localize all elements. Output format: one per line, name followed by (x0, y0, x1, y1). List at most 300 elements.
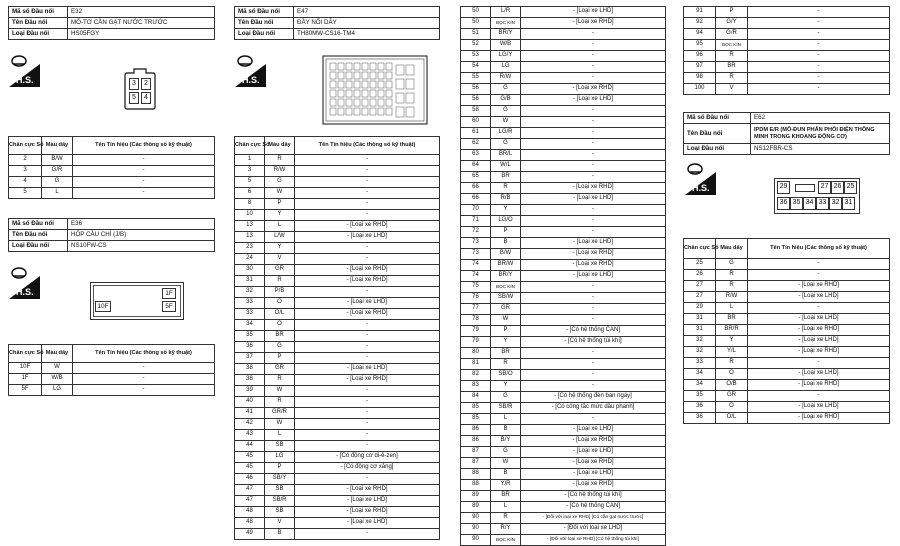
table-row (461, 293, 666, 304)
wire-color-cell: O (716, 369, 748, 380)
terminal-cell: 10F (9, 363, 42, 374)
wire-color-cell: O (265, 320, 295, 331)
signal-cell: - (521, 117, 666, 128)
table-row (235, 463, 440, 474)
terminal-cell: 90 (461, 513, 491, 524)
table-row (235, 243, 440, 254)
table-row (684, 314, 890, 325)
signal-cell: - (521, 293, 666, 304)
terminal-cell: 62 (461, 139, 491, 150)
wire-color-cell: R (265, 155, 295, 166)
label-conn-no: Mã số Đầu nối (9, 7, 68, 18)
wire-color-cell: W (265, 386, 295, 397)
e47-type: TH80MW-CS16-TM4 (294, 29, 440, 40)
terminal-cell: 33 (684, 358, 716, 369)
terminal-cell: 77 (461, 304, 491, 315)
signal-cell: - (521, 304, 666, 315)
wire-color-cell: BR/Y (491, 271, 521, 282)
wire-color-cell: SB/R (265, 496, 295, 507)
signal-cell: - (295, 254, 440, 265)
signal-cell: - [Có động cơ xăng] (295, 463, 440, 474)
e32-pin: 5 (129, 92, 139, 104)
signal-cell: - (521, 40, 666, 51)
signal-cell: - [Đối với loại xe LHD] (521, 524, 666, 535)
wire-color-cell: SB (265, 507, 295, 518)
terminal-cell: 47 (235, 485, 265, 496)
table-row (461, 337, 666, 348)
terminal-cell: 89 (461, 491, 491, 502)
signal-cell: - (521, 315, 666, 326)
signal-cell: - [Loại xe LHD] (748, 402, 890, 413)
header-terminal: Chân cực Số (235, 137, 265, 155)
table-row (461, 260, 666, 271)
wire-color-cell: G (42, 177, 73, 188)
table-row (461, 128, 666, 139)
signal-cell: - (295, 320, 440, 331)
signal-cell: - (521, 216, 666, 227)
terminal-cell: 66 (461, 183, 491, 194)
signal-cell: - [Loại xe RHD] (521, 183, 666, 194)
wire-color-cell: SB/R (491, 403, 521, 414)
terminal-cell: 73 (461, 249, 491, 260)
table-row (684, 29, 890, 40)
signal-cell: - [Loại xe RHD] (748, 281, 890, 292)
table-row (235, 364, 440, 375)
table-row (235, 232, 440, 243)
signal-cell: - [Loại xe RHD] (748, 325, 890, 336)
terminal-cell: 3 (9, 166, 42, 177)
table-row (235, 309, 440, 320)
table-row (461, 480, 666, 491)
terminal-cell: 82 (461, 370, 491, 381)
terminal-cell: 1 (235, 155, 265, 166)
wire-color-cell: LG/O (491, 216, 521, 227)
terminal-cell: 32 (684, 347, 716, 358)
signal-cell: - (295, 397, 440, 408)
wire-color-cell: L (491, 502, 521, 513)
signal-cell: - (748, 73, 890, 84)
wire-color-cell: W/B (491, 40, 521, 51)
signal-cell: - [Loại xe LHD] (748, 314, 890, 325)
wire-color-cell: L (716, 303, 748, 314)
terminal-cell: 72 (461, 227, 491, 238)
wire-color-cell: P (716, 7, 748, 18)
signal-cell: - (521, 139, 666, 150)
e62-no: E62 (751, 113, 890, 124)
wire-color-cell: B (265, 529, 295, 540)
e47-connector-face (322, 55, 428, 125)
terminal-cell: 89 (461, 502, 491, 513)
terminal-cell: 51 (461, 29, 491, 40)
terminal-cell: 27 (684, 292, 716, 303)
table-row (235, 496, 440, 507)
signal-cell: - (748, 51, 890, 62)
e62-info (683, 112, 890, 155)
signal-cell: - (748, 29, 890, 40)
terminal-cell: 31 (684, 325, 716, 336)
terminal-cell: 33 (235, 309, 265, 320)
table-row (235, 408, 440, 419)
terminal-cell: 87 (461, 458, 491, 469)
signal-cell: - [Loại xe RHD] (521, 249, 666, 260)
wire-color-cell: O/L (716, 413, 748, 424)
terminal-cell: 43 (235, 430, 265, 441)
wire-color-cell: V (265, 518, 295, 529)
terminal-cell: 58 (461, 106, 491, 117)
e62-pin: 26 (831, 181, 844, 194)
terminal-cell: 60 (461, 117, 491, 128)
wire-color-cell: R/Y (491, 524, 521, 535)
wire-color-cell: BR (491, 348, 521, 359)
table-row (235, 529, 440, 540)
signal-cell: - [Có hệ thống CAN] (521, 502, 666, 513)
terminal-cell: 33 (235, 298, 265, 309)
e47-name: ĐẦY NỐI DÂY (294, 18, 440, 29)
wire-color-cell: LG (42, 385, 73, 396)
signal-cell: - (521, 150, 666, 161)
e32-connector-face (124, 68, 156, 110)
terminal-cell: 78 (461, 315, 491, 326)
table-row (684, 380, 890, 391)
signal-cell: - (748, 18, 890, 29)
terminal-cell: 48 (235, 507, 265, 518)
table-row (235, 298, 440, 309)
table-row (461, 502, 666, 513)
table-row (461, 172, 666, 183)
signal-cell: - (748, 84, 890, 95)
terminal-cell: 45 (235, 452, 265, 463)
signal-cell: - (521, 172, 666, 183)
signal-cell: - (295, 287, 440, 298)
terminal-cell: 76 (461, 293, 491, 304)
label-conn-type: Loại Đầu nối (684, 144, 751, 155)
table-row (461, 29, 666, 40)
signal-cell: - (521, 106, 666, 117)
wire-color-cell: G/R (42, 166, 73, 177)
table-row (684, 391, 890, 402)
wire-color-cell: SB (265, 441, 295, 452)
terminal-cell: 30 (235, 265, 265, 276)
header-signal: Tên Tín hiệu (Các thông số kỹ thuật) (295, 137, 440, 155)
table-row (461, 183, 666, 194)
table-row (461, 139, 666, 150)
signal-cell: - (295, 386, 440, 397)
terminal-cell: 84 (461, 392, 491, 403)
signal-cell: - [Loại xe LHD] (521, 425, 666, 436)
terminal-cell: 70 (461, 205, 491, 216)
table-row (461, 491, 666, 502)
signal-cell: - [Có động cơ di-ê-zen] (295, 452, 440, 463)
terminal-cell: 53 (461, 51, 491, 62)
terminal-cell: 39 (235, 386, 265, 397)
table-row (461, 458, 666, 469)
wire-color-cell: W (491, 117, 521, 128)
terminal-cell: 96 (684, 51, 716, 62)
wire-color-cell: G (491, 447, 521, 458)
table-row (684, 7, 890, 18)
wire-color-cell: W (491, 315, 521, 326)
terminal-cell: 85 (461, 403, 491, 414)
header-signal: Tên Tín hiệu (Các thông số kỹ thuật) (748, 239, 890, 259)
table-row (235, 386, 440, 397)
table-row (9, 155, 215, 166)
table-row (235, 221, 440, 232)
signal-cell: - [Loại xe LHD] (295, 518, 440, 529)
signal-cell: - [Loại xe LHD] (748, 336, 890, 347)
wire-color-cell: SB/O (491, 370, 521, 381)
signal-cell: - (295, 166, 440, 177)
label-conn-type: Loại Đầu nối (9, 241, 68, 252)
terminal-cell: 91 (684, 7, 716, 18)
terminal-cell: 24 (235, 254, 265, 265)
e36-type: NS10FW-CS (68, 241, 215, 252)
signal-cell: - (521, 359, 666, 370)
table-row (461, 381, 666, 392)
wire-color-cell: GR (491, 304, 521, 315)
table-row (235, 474, 440, 485)
wire-color-cell: V (716, 84, 748, 95)
wire-color-cell: LG/Y (491, 51, 521, 62)
terminal-cell: 44 (235, 441, 265, 452)
signal-cell: - [Loại xe LHD] (521, 271, 666, 282)
signal-cell: - (748, 270, 890, 281)
hs-text: H.S. (692, 183, 710, 193)
signal-cell: - [Đối với loại xe RHD] [Có hệ thống túi khí] (521, 535, 666, 546)
e62-pin: 32 (829, 197, 842, 210)
terminal-cell: 34 (235, 320, 265, 331)
table-row (684, 73, 890, 84)
wire-color-cell: P (265, 463, 295, 474)
terminal-cell: 98 (684, 73, 716, 84)
wire-color-cell: B (491, 469, 521, 480)
table-row (235, 265, 440, 276)
e62-pin: 34 (803, 197, 816, 210)
terminal-cell: 1F (9, 374, 42, 385)
table-row (461, 227, 666, 238)
terminal-cell: 13 (235, 232, 265, 243)
table-row (461, 282, 666, 293)
table-row (461, 249, 666, 260)
wire-color-cell: L/W (265, 232, 295, 243)
table-row (461, 425, 666, 436)
terminal-cell: 32 (235, 287, 265, 298)
signal-cell: - (295, 210, 440, 221)
signal-cell: - (295, 155, 440, 166)
signal-cell: - (748, 259, 890, 270)
signal-cell: - [Loại xe RHD] (521, 480, 666, 491)
hs-text: H.S. (16, 287, 34, 297)
signal-cell: - (295, 353, 440, 364)
table-row (9, 374, 215, 385)
table-row (235, 276, 440, 287)
wire-color-cell: O (716, 402, 748, 413)
wire-color-cell: W/B (42, 374, 73, 385)
e36-pin: 1F (162, 288, 176, 299)
wire-color-cell: BR (716, 62, 748, 73)
signal-cell: - [Đối với loại xe RHD] [Có cần gạt nước trước] (521, 513, 666, 524)
table-row (461, 469, 666, 480)
wire-color-cell: Y (265, 243, 295, 254)
table-row (461, 194, 666, 205)
wire-color-cell: W/L (491, 161, 521, 172)
header-signal: Tên Tín hiệu (Các thông số kỹ thuật) (73, 345, 215, 363)
table-row (235, 507, 440, 518)
wire-color-cell: R (265, 276, 295, 287)
terminal-cell: 97 (684, 62, 716, 73)
terminal-cell: 23 (235, 243, 265, 254)
e62-connector-face (774, 178, 860, 214)
terminal-cell: 40 (235, 397, 265, 408)
terminal-cell: 8 (235, 199, 265, 210)
signal-cell: - [Loại xe RHD] (748, 380, 890, 391)
wire-color-cell: L (265, 430, 295, 441)
signal-cell: - [Có công tắc mức dầu phanh] (521, 403, 666, 414)
signal-cell: - (748, 62, 890, 73)
table-row (684, 336, 890, 347)
wire-color-cell: G/B (491, 95, 521, 106)
table-row (461, 216, 666, 227)
wire-color-cell: Y (716, 336, 748, 347)
e62-pin: 29 (777, 181, 790, 194)
signal-cell: - [Loại xe RHD] (295, 375, 440, 386)
wire-color-cell: B/W (491, 249, 521, 260)
wire-color-cell: P (491, 227, 521, 238)
terminal-cell: 47 (235, 496, 265, 507)
wire-color-cell: P (491, 326, 521, 337)
label-conn-no: Mã số Đầu nối (9, 219, 68, 230)
hs-text: H.S. (242, 75, 260, 85)
wire-color-cell: LG (491, 62, 521, 73)
table-row (235, 331, 440, 342)
terminal-cell: 5F (9, 385, 42, 396)
e62-pin: 33 (816, 197, 829, 210)
wire-color-cell: R (265, 375, 295, 386)
signal-cell: - (521, 73, 666, 84)
hs-badge-icon (235, 54, 266, 87)
table-row (684, 413, 890, 424)
terminal-cell: 92 (684, 18, 716, 29)
terminal-cell: 3 (235, 166, 265, 177)
terminal-cell: 4 (9, 177, 42, 188)
wire-color-cell: L (265, 221, 295, 232)
signal-cell: - (295, 474, 440, 485)
terminal-cell: 86 (461, 436, 491, 447)
table-row (235, 397, 440, 408)
terminal-cell: 79 (461, 326, 491, 337)
wire-color-cell: P (265, 199, 295, 210)
table-row (684, 292, 890, 303)
e62-pin-table (683, 238, 890, 424)
e36-pin-table (8, 344, 215, 396)
signal-cell: - [Loại xe LHD] (748, 292, 890, 303)
wire-color-cell: G (491, 139, 521, 150)
wire-color-cell: BỌC KÍN (491, 535, 521, 546)
terminal-cell: 88 (461, 469, 491, 480)
table-row (461, 348, 666, 359)
e36-pin: 10F (95, 301, 111, 312)
table-row (235, 287, 440, 298)
signal-cell: - [Có hệ thống đèn ban ngày] (521, 392, 666, 403)
terminal-cell: 41 (235, 408, 265, 419)
signal-cell: - [Loại xe RHD] (521, 436, 666, 447)
signal-cell: - [Có hệ thống CAN] (521, 326, 666, 337)
table-row (235, 188, 440, 199)
signal-cell: - [Loại xe RHD] (521, 260, 666, 271)
e32-no: E32 (68, 7, 215, 18)
signal-cell: - (521, 414, 666, 425)
wire-color-cell: W (265, 188, 295, 199)
wire-color-cell: BỌC KÍN (716, 40, 748, 51)
terminal-cell: 87 (461, 447, 491, 458)
terminal-cell: 74 (461, 271, 491, 282)
table-row (235, 254, 440, 265)
table-row (684, 259, 890, 270)
table-row (461, 7, 666, 18)
signal-cell: - (73, 188, 215, 199)
table-row (684, 62, 890, 73)
wire-color-cell: SB/Y (265, 474, 295, 485)
wire-color-cell: R/W (716, 292, 748, 303)
table-row (684, 281, 890, 292)
wire-color-cell: W (265, 419, 295, 430)
table-row (235, 430, 440, 441)
table-row (684, 303, 890, 314)
header-signal: Tên Tín hiệu (Các thông số kỹ thuật) (73, 137, 215, 155)
terminal-cell: 94 (684, 29, 716, 40)
e32-name: MÔ-TƠ CẦN GẠT NƯỚC TRƯỚC (68, 18, 215, 29)
table-row (461, 18, 666, 29)
terminal-cell: 5 (235, 177, 265, 188)
terminal-cell: 79 (461, 337, 491, 348)
wire-color-cell: L (42, 188, 73, 199)
signal-cell: - (73, 363, 215, 374)
terminal-cell: 38 (235, 364, 265, 375)
wire-color-cell: SB (265, 485, 295, 496)
table-row (461, 513, 666, 524)
header-color: Màu dây (42, 345, 73, 363)
signal-cell: - (295, 331, 440, 342)
table-row (684, 347, 890, 358)
terminal-cell: 100 (684, 84, 716, 95)
signal-cell: - (295, 342, 440, 353)
wire-color-cell: G (265, 177, 295, 188)
wire-color-cell: P (265, 353, 295, 364)
table-row (461, 95, 666, 106)
signal-cell: - [Loại xe LHD] (295, 364, 440, 375)
terminal-cell: 36 (684, 402, 716, 413)
table-row (235, 199, 440, 210)
wire-color-cell: BR (265, 331, 295, 342)
terminal-cell: 42 (235, 419, 265, 430)
wire-color-cell: G/R (716, 29, 748, 40)
terminal-cell: 56 (461, 95, 491, 106)
hs-badge-icon (9, 266, 40, 299)
label-conn-name: Tên Đầu nối (9, 230, 68, 241)
signal-cell: - [Loại xe RHD] (521, 458, 666, 469)
table-row (461, 117, 666, 128)
signal-cell: - (295, 199, 440, 210)
e32-info (8, 6, 215, 40)
wire-color-cell: Y/R (491, 480, 521, 491)
table-row (684, 402, 890, 413)
e32-type: HS05FGY (68, 29, 215, 40)
hs-badge-icon (685, 162, 716, 195)
e36-connector-face (90, 282, 184, 320)
wire-color-cell: O/B (716, 380, 748, 391)
e47-info (234, 6, 440, 40)
terminal-cell: 61 (461, 128, 491, 139)
signal-cell: - [Loại xe RHD] (748, 347, 890, 358)
